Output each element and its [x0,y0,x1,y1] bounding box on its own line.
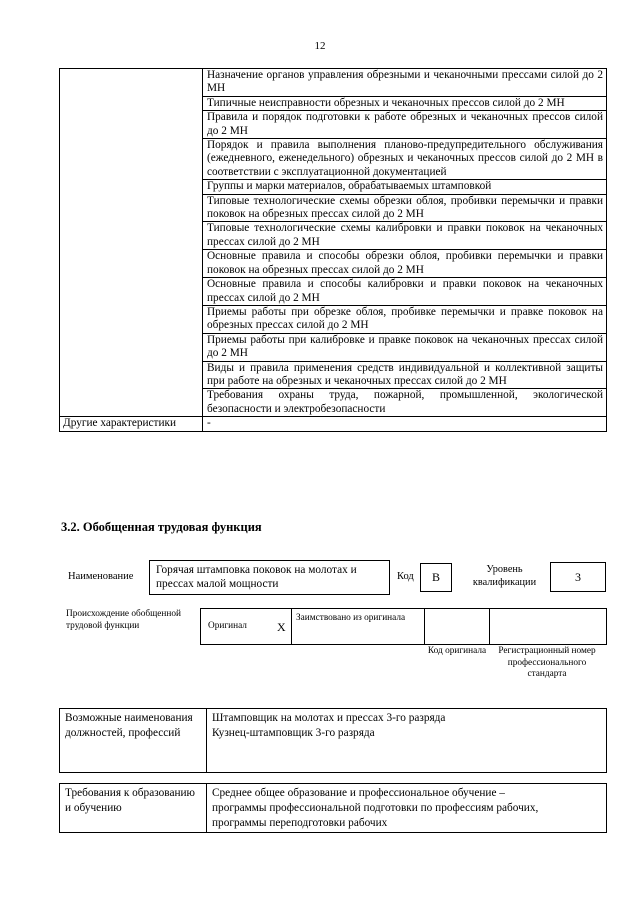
knowledge-item: Виды и правила применения средств индивидуальной и коллективной защиты при работе на обрезных и чеканочных прессах силой до 2 МН [203,361,607,389]
code-original-caption: Код оригинала [427,646,487,656]
knowledge-item: Типичные неисправности обрезных и чеканочных прессов силой до 2 МН [203,96,607,110]
positions-values [207,709,607,773]
knowledge-item: Типовые технологические схемы обрезки облоя, пробивки перемычки и правки поковок на обрезных прессах силой до 2 МН [203,194,607,222]
knowledge-item: Приемы работы при калибровке и правке поковок на чеканочных прессах силой до 2 МН [203,333,607,361]
knowledge-item: Правила и порядок подготовки к работе обрезных и чеканочных прессов силой до 2 МН [203,111,607,139]
original-mark: X [277,620,286,634]
knowledge-item: Основные правила и способы калибровки и правки поковок на чеканочных прессах силой до 2 МН [203,278,607,306]
other-characteristics-value: - [203,417,607,431]
name-label: Наименование [68,571,134,582]
knowledge-item: Основные правила и способы обрезки облоя, пробивки перемычки и правки поковок на обрезных прессах силой до 2 МН [203,250,607,278]
code-original-cell[interactable] [424,608,490,645]
level-value: 3 [550,562,606,592]
name-value: Горячая штамповка поковок на молотах и прессах малой мощности [156,564,357,590]
reg-number-caption: Регистрационный номер профессионального стандарта [498,646,596,679]
knowledge-item: Порядок и правила выполнения планово-предупредительного обслуживания (ежедневного, еженедельного) обрезных и чеканочных прессов силой до 2 МН в соответствии с эксплуатационной документацией [203,139,607,180]
knowledge-item: Типовые технологические схемы калибровки и правки поковок на чеканочных прессах силой до 2 МН [203,222,607,250]
code-value: B [420,563,452,592]
other-characteristics-label: Другие характеристики [60,417,203,431]
positions-table [59,708,607,773]
name-box [149,560,390,595]
origin-label: Происхождение обобщенной трудовой функции [66,609,181,631]
education-label: Требования к образованию и обучению [60,784,207,833]
education-item: Среднее общее образование и профессиональное обучение – [212,787,505,799]
knowledge-item: Приемы работы при обрезке облоя, пробивке перемычки и правке поковок на обрезных прессах силой до 2 МН [203,305,607,333]
position-item: Кузнец-штамповщик 3-го разряда [212,727,375,739]
borrowed-label: Заимствовано из оригинала [296,613,406,623]
knowledge-row [60,69,607,97]
education-table [59,783,607,833]
knowledge-item: Группы и марки материалов, обрабатываемых штамповкой [203,180,607,194]
knowledge-item: Требования охраны труда, пожарной, промышленной, экологической безопасности и электробезопасности [203,389,607,417]
original-cell [200,608,292,645]
borrowed-cell [291,608,425,645]
education-values [207,784,607,833]
education-item: программы профессиональной подготовки по профессиям рабочих, [212,802,539,814]
original-label: Оригинал [208,621,247,631]
knowledge-item: Назначение органов управления обрезными и чеканочными прессами силой до 2 МН [203,69,607,97]
education-item: программы переподготовки рабочих [212,817,388,829]
level-label: Уровень квалификации [472,564,537,588]
reg-number-cell[interactable] [489,608,607,645]
knowledge-table [59,68,607,432]
position-item: Штамповщик на молотах и прессах 3-го разряда [212,712,446,724]
other-characteristics-row [60,417,607,431]
section-title: 3.2. Обобщенная трудовая функция [61,520,262,534]
positions-label: Возможные наименования должностей, профессий [60,709,207,773]
code-label: Код [397,571,414,582]
knowledge-label-cell [60,69,203,417]
page-number: 12 [314,40,326,52]
